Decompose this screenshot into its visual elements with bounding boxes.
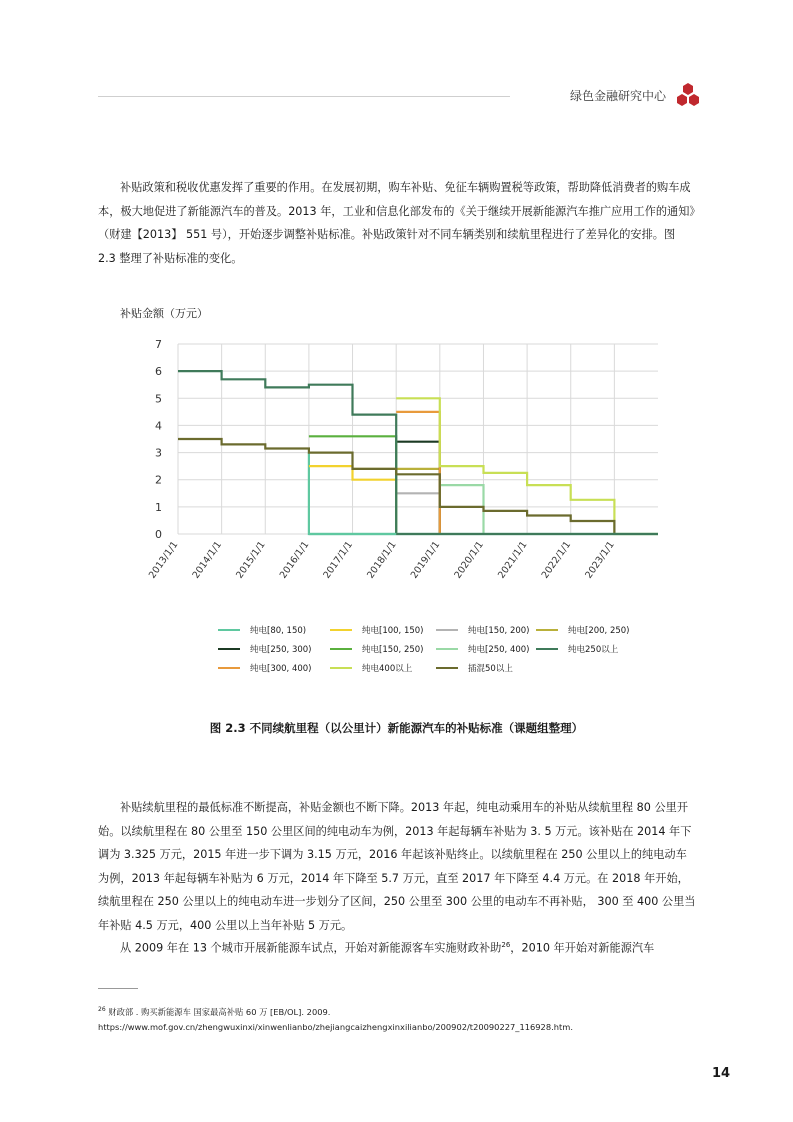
legend-item — [330, 660, 412, 676]
legend-item — [218, 622, 306, 638]
legend-swatch — [218, 667, 240, 669]
footnote-ref-26[interactable]: 26 — [501, 941, 511, 949]
header-rule — [98, 96, 510, 97]
y-tick-label: 3 — [155, 446, 162, 460]
x-tick-label: 2020/1/1 — [452, 539, 486, 581]
legend-item — [436, 641, 529, 657]
legend-swatch — [218, 629, 240, 631]
subsidy-step-chart — [110, 330, 670, 610]
legend-label: 纯电[250, 400) — [468, 645, 530, 655]
legend-item — [330, 641, 423, 657]
legend-label: 纯电[200, 250) — [568, 626, 630, 636]
series-line — [396, 412, 440, 534]
legend-label: 纯电[250, 300) — [250, 645, 312, 655]
legend-swatch — [436, 667, 458, 669]
legend-swatch — [218, 648, 240, 650]
series-line — [396, 442, 440, 534]
legend-item — [536, 622, 629, 638]
footnote-citation: 财政部 . 购买新能源车 国家最高补贴 60 万 [EB/OL]. 2009. — [108, 1006, 331, 1017]
legend-swatch — [436, 629, 458, 631]
x-tick-label: 2015/1/1 — [234, 539, 268, 581]
legend-item — [436, 660, 513, 676]
x-tick-label: 2022/1/1 — [539, 539, 574, 581]
paragraph-2: 补贴续航里程的最低标准不断提高，补贴金额也不断下降。2013 年起，纯电动乘用车的补贴从续航里程 80 公里开始。以续航里程在 80 公里至 150 公里区间的纯电动车为例，2013 年起每辆车补贴为 3. 5 万元。该补贴在 2014 年下调为 3.325 万元，2015 年进一步下调为 3.15 万元，2016 年起该补贴终止。以续航里程在 250 公里以上的纯电动车为例，2013 年起每辆车补贴为 6 万元，2014 年下降至 5.7 万元，直至 2017 年下降至 4.4 万元。在 2018 年开始，续航里程在 250 公里以上的纯电动车进一步划分了区间，250 公里至 300 公里的电动车不再补贴， 300 至 400 公里当年补贴 4.5 万元，400 公里以上当年补贴 5 万元。 — [98, 801, 696, 932]
legend-swatch — [536, 648, 558, 650]
header-title: 绿色金融研究中心 — [570, 89, 667, 103]
paragraph-1: 补贴政策和税收优惠发挥了重要的作用。在发展初期，购车补贴、免征车辆购置税等政策，帮助降低消费者的购车成本，极大地促进了新能源汽车的普及。2013 年，工业和信息化部发布的《关于继续开展新能源汽车推广应用工作的通知》（财建【2013】 551 号），开始逐步调整补贴标准。补贴政策针对不同车辆类别和续航里程进行了差异化的安排。图 2.3 整理了补贴标准的变化。 — [98, 181, 695, 265]
legend-swatch — [536, 629, 558, 631]
legend-label: 插混50以上 — [468, 664, 513, 674]
legend-label: 纯电[150, 200) — [468, 626, 530, 636]
x-tick-label: 2017/1/1 — [321, 539, 356, 581]
x-tick-label: 2018/1/1 — [365, 539, 399, 581]
legend-swatch — [436, 648, 458, 650]
series-line — [440, 485, 484, 534]
paragraph-3-text-a: 从 2009 年在 13 个城市开展新能源车试点，开始对新能源客车实施财政补助 — [120, 941, 502, 955]
hexagon-logo-icon — [676, 82, 700, 108]
paragraph-3-text-b: ，2010 年开始对新能源汽车 — [510, 941, 655, 955]
footnote-url[interactable]: https://www.mof.gov.cn/zhengwuxinxi/xinwenlianbo/zhejiangcaizhengxinxilianbo/200902/t20090227_116928.htm. — [98, 1021, 573, 1032]
x-tick-label: 2016/1/1 — [277, 539, 312, 581]
footnote — [98, 1002, 573, 1035]
series-line — [396, 493, 440, 534]
legend-swatch — [330, 648, 352, 650]
legend-item — [330, 622, 423, 638]
x-tick-label: 2013/1/1 — [146, 539, 181, 581]
legend-item — [536, 641, 618, 657]
footnote-number: 26 — [98, 1006, 106, 1013]
y-tick-label: 7 — [155, 338, 162, 351]
legend-label: 纯电400以上 — [362, 664, 413, 674]
legend-swatch — [330, 629, 352, 631]
legend-label: 纯电250以上 — [568, 645, 619, 655]
x-tick-label: 2014/1/1 — [190, 539, 225, 581]
y-tick-label: 0 — [155, 528, 162, 541]
legend-label: 纯电[150, 250) — [362, 645, 424, 655]
paragraph-3 — [98, 934, 696, 960]
legend-label: 纯电[300, 400) — [250, 664, 312, 674]
x-tick-label: 2023/1/1 — [583, 539, 617, 581]
x-tick-label: 2019/1/1 — [408, 539, 443, 581]
legend-item — [436, 622, 529, 638]
footnote-line-1 — [98, 1002, 573, 1020]
legend-label: 纯电[100, 150) — [362, 626, 424, 636]
legend-item — [218, 660, 311, 676]
chart-y-axis-label: 补贴金额（万元） — [120, 307, 208, 320]
page-number: 14 — [712, 1066, 731, 1081]
y-tick-label: 2 — [155, 473, 162, 487]
figure-caption: 图 2.3 不同续航里程（以公里计）新能源汽车的补贴标准（课题组整理） — [209, 721, 584, 735]
y-tick-label: 5 — [155, 392, 162, 406]
y-tick-label: 1 — [155, 500, 162, 514]
legend-swatch — [330, 667, 352, 669]
y-tick-label: 6 — [155, 365, 162, 379]
x-tick-label: 2021/1/1 — [496, 539, 530, 581]
footnote-rule — [98, 988, 138, 989]
legend-item — [218, 641, 311, 657]
legend-label: 纯电[80, 150) — [250, 626, 307, 636]
y-tick-label: 4 — [155, 419, 162, 433]
